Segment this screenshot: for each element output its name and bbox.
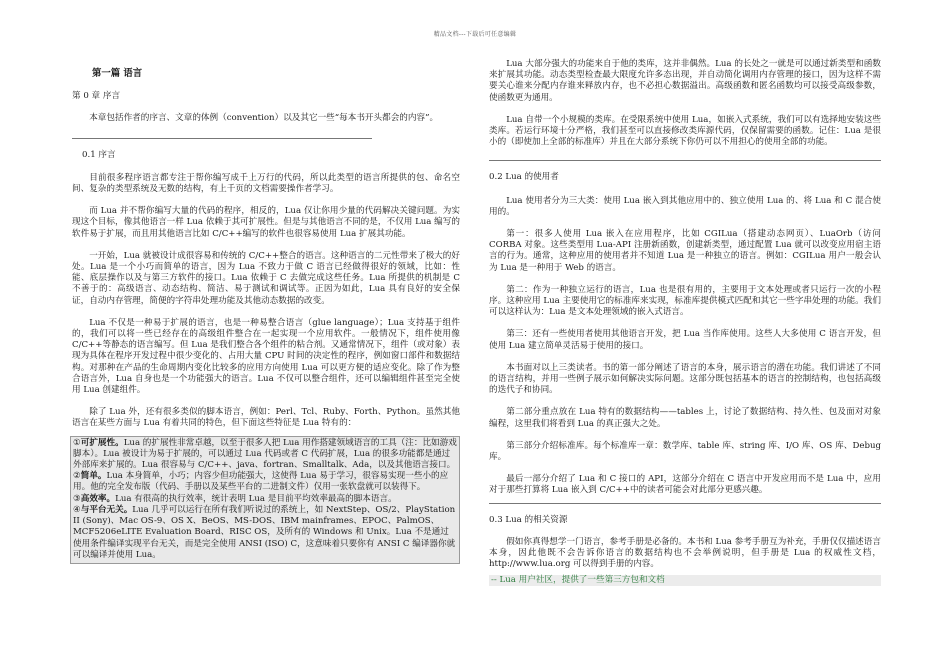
feature-list-box bbox=[70, 436, 460, 564]
paragraph: 本书面对以上三类读者。书的第一部分阐述了语言的本身，展示语言的潜在功能。我们讲述了不同的语言结构，并用一些例子展示如何解决实际问题。这部分既包括基本的语言的控制结构，也包括高级的迭代子和协同。 bbox=[489, 362, 881, 396]
paragraph: Lua 大部分强大的功能来自于他的类库，这并非偶然。Lua 的长处之一就是可以通过新类型和函数来扩展其功能。动态类型检查最大限度允许多态出现，并自动简化调用内存管理的接口，因为这样不需要关心谁来分配内存谁来释放内存，也不必担心数据溢出。高级函数和匿名函数均可以接受高级参数，使函数更为通用。 bbox=[489, 59, 881, 103]
paragraph: 最后一部分介绍了 Lua 和 C 接口的 API，这部分介绍在 C 语言中开发应用而不是 Lua 中，应用对于那些打算将 Lua 嵌入到 C/C++中的读者可能会对此部分更感兴趣。 bbox=[489, 474, 881, 496]
paragraph: Lua 自带一个小规模的类库。在受限系统中使用 Lua，如嵌入式系统，我们可以有选择地安装这些类库。若运行环境十分严格，我们甚至可以直接修改类库源代码，仅保留需要的函数。记住：Lua 是很小的（即使加上全部的标准库）并且在大部分系统下你仍可以不用担心的使用全部的功能。 bbox=[489, 114, 881, 148]
right-column bbox=[489, 59, 881, 586]
paragraph: 第二：作为一种独立运行的语言，Lua 也是很有用的，主要用于文本处理或者只运行一次的小程序。这种应用 Lua 主要使用它的标准库来实现，标准库提供模式匹配和其它一些字串处理的功能。我们可以这样认为：Lua 是文本处理领域的嵌入式语言。 bbox=[489, 284, 881, 318]
feature-item: ③高效率。Lua 有很高的执行效率，统计表明 Lua 是目前平均效率最高的脚本语言。 bbox=[73, 493, 397, 504]
paragraph: 第三：还有一些使用者使用其他语言开发，把 Lua 当作库使用。这些人大多使用 C 语言开发，但使用 Lua 建立简单灵活易于使用的接口。 bbox=[489, 329, 881, 351]
section-heading-0-2: 0.2 Lua 的使用者 bbox=[489, 172, 559, 183]
paragraph: 目前很多程序语言都专注于帮你编写成千上万行的代码，所以此类型的语言所提供的包、命名空间、复杂的类型系统及无数的结构，有上千页的文档需要操作者学习。 bbox=[72, 172, 460, 195]
feature-item: ②简单。Lua 本身简单，小巧；内容少但功能强大，这使得 Lua 易于学习，很容易实现一些小的应用。他的完全发布版（代码、手册以及某些平台的二进制文件）仅用一张软盘就可以装得下。 bbox=[73, 471, 449, 493]
feature-item: ①可扩展性。Lua 的扩展性非常卓越，以至于很多人把 Lua 用作搭建领域语言的工具（注：比如游戏脚本）。Lua 被设计为易于扩展的，可以通过 Lua 代码或者 C 代码扩展，Lua 的很多功能都是通过外部库来扩展的。Lua 很容易与 C/C++、java、fortran、Smalltalk、Ada，以及其他语言接口。 bbox=[73, 437, 457, 471]
paragraph: Lua 不仅是一种易于扩展的语言，也是一种易整合语言（glue language）；Lua 支持基于组件的，我们可以将一些已经存在的高级组件整合在一起实现一个应用软件。一般情况下，组件使用像 C/C++等静态的语言编写。但 Lua 是我们整合各个组件的粘合剂。又通常情况下，组件（或对象）表现为具体在程序开发过程中很少变化的、占用大量 CPU 时间的决定性的程序，例如窗口部件和数据结构。对那种在产品的生命周期内变化比较多的应用方向使用 Lua 可以更方便的适应变化。除了作为整合语言外，Lua 自身也是一个功能强大的语言。Lua 不仅可以整合组件，还可以编辑组件甚至完全使用 Lua 创建组件。 bbox=[72, 317, 460, 396]
paragraph: Lua 使用者分为三大类：使用 Lua 嵌入到其他应用中的、独立使用 Lua 的、将 Lua 和 C 混合使用的。 bbox=[489, 195, 881, 217]
page-header-note: 精品文档---下载后可任意编辑 bbox=[433, 31, 517, 38]
paragraph: 一开始，Lua 就被设计成很容易和传统的 C/C++整合的语言。这种语言的二元性带来了极大的好处。Lua 是一个小巧而简单的语言，因为 Lua 不致力于做 C 语言已经做得很好的领域，比如：性能、底层操作以及与第三方软件的接口。Lua 依赖于 C 去做完成这些任务。Lua 所提供的机制是 C 不善于的：高级语言、动态结构、简洁、易于测试和调试等。正因为如此，Lua 具有良好的安全保证，自动内存管理，简便的字符串处理功能及其他动态数据的改变。 bbox=[72, 250, 460, 306]
section-divider bbox=[489, 503, 881, 504]
section-divider bbox=[489, 160, 881, 161]
paragraph: 除了 Lua 外，还有很多类似的脚本语言，例如：Perl、Tcl、Ruby、Forth、Python。虽然其他语言在某些方面与 Lua 有着共同的特色，但下面这些特征是 Lua 特有的： bbox=[72, 407, 460, 429]
section-heading-0-1: 0.1 序言 bbox=[82, 149, 116, 160]
feature-item: ④与平台无关。Lua 几乎可以运行在所有我们听说过的系统上，如 NextStep、OS/2、PlayStation II (Sony)、Mac OS-9、OS X、BeOS、MS-DOS、IBM mainframes、EPOC、PalmOS、MCF5206eLITE Evaluation Board、RISC OS，及所有的 Windows 和 Unix。Lua 不是通过使用条件编译实现平台无关，而是完全使用 ANSI (ISO) C，这意味着只要你有 ANSI C 编译器你就可以编译并使用 Lua。 bbox=[73, 504, 456, 560]
paragraph: 假如你真得想学一门语言，参考手册是必备的。本书和 Lua 参考手册互为补充，手册仅仅描述语言本身，因此他既不会告诉你语言的数据结构也不会举例说明，但手册是 Lua 的权威性文档，http://www.lua.org 可以得到手册的内容。 bbox=[489, 536, 881, 570]
paragraph: 第二部分重点放在 Lua 特有的数据结构——tables 上，讨论了数据结构、持久性、包及面对对象编程，这里我们将看到 Lua 的真正强大之处。 bbox=[489, 407, 881, 429]
paragraph: 而 Lua 并不帮你编写大量的代码的程序，相反的，Lua 仅让你用少量的代码解决关键问题。为实现这个目标，像其他语言一样 Lua 依赖于其可扩展性。但是与其他语言不同的是，不仅用 Lua 编写的软件易于扩展，而且用其他语言比如 C/C++编写的软件也很容易使用 Lua 扩展其功能。 bbox=[72, 206, 460, 239]
section-divider bbox=[72, 138, 372, 139]
left-column bbox=[72, 55, 460, 564]
resource-link-item: -- Lua 用户社区，提供了一些第三方包和文档 bbox=[489, 575, 881, 586]
paragraph: 第三部分介绍标准库。每个标准库一章：数学库、table 库、string 库、I/O 库、OS 库、Debug 库。 bbox=[489, 440, 881, 463]
chapter-intro: 本章包括作者的序言、文章的体例（convention）以及其它一些“每本书开头都会的内容”。 bbox=[89, 113, 439, 124]
chapter-title: 第 0 章 序言 bbox=[72, 91, 121, 102]
paragraph: 第一：很多人使用 Lua 嵌入在应用程序，比如 CGILua（搭建动态网页）、LuaOrb（访问 CORBA 对象。这些类型用 Lua-API 注册新函数，创建新类型，通过配置 Lua 就可以改变应用宿主语言的行为。通常，这种应用的使用者并不知道 Lua 是一种独立的语言。例如：CGILua 用户一般会认为 Lua 是一种用于 Web 的语言。 bbox=[489, 229, 881, 273]
part-title: 第一篇 语言 bbox=[92, 68, 143, 79]
section-heading-0-3: 0.3 Lua 的相关资源 bbox=[489, 514, 568, 525]
